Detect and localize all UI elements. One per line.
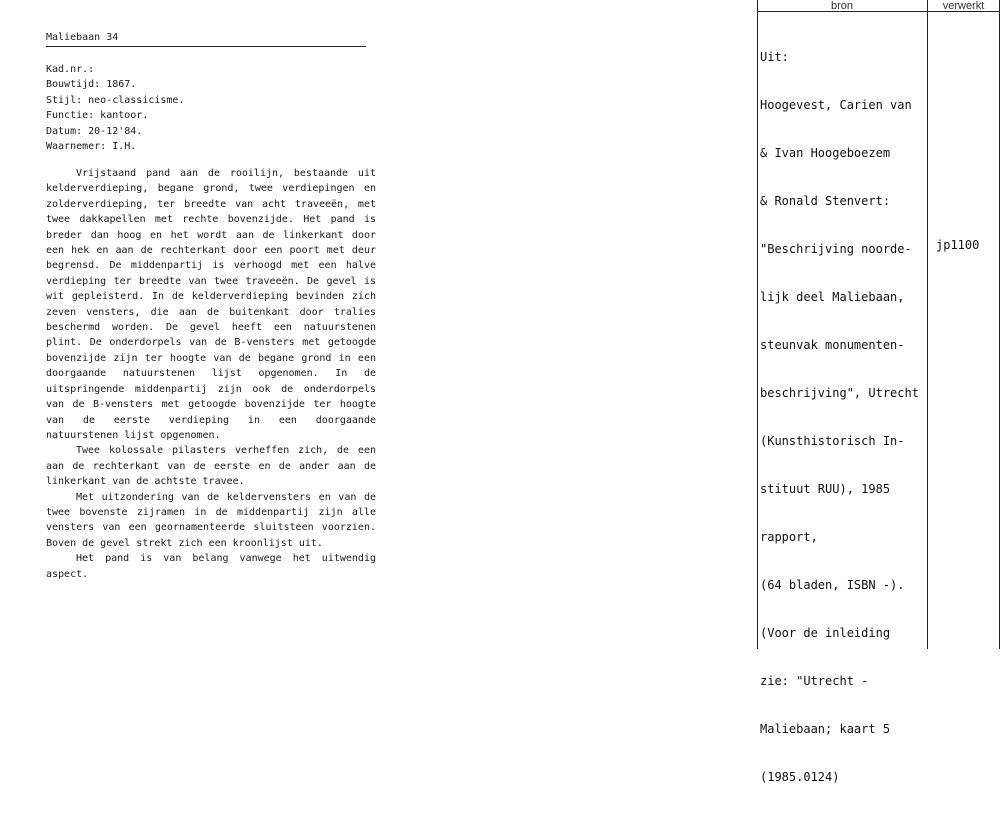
paragraph: Het pand is van belang vanwege het uitwendig aspect. — [46, 553, 376, 580]
column-header-verwerkt: verwerkt — [942, 0, 985, 12]
meta-functie: Functie: kantoor. — [46, 110, 149, 122]
meta-bouwtijd: Bouwtijd: 1867. — [46, 79, 137, 91]
column-header-bron: bron — [830, 0, 854, 12]
bron-line: steunvak monumenten- — [760, 338, 905, 352]
bron-line: Hoogevest, Carien van — [760, 98, 912, 112]
paragraph: Twee kolossale pilasters verheffen zich, de een aan de rechterkant van de eerste en de ander aan de linkerkant van de achtste travee. — [46, 445, 376, 488]
card-column-divider — [927, 0, 928, 649]
bron-line: beschrijving", Utrecht — [760, 386, 919, 400]
bron-line: rapport, — [760, 530, 818, 544]
meta-waarnemer: Waarnemer: I.H. — [46, 141, 137, 153]
bron-line: & Ronald Stenvert: — [760, 194, 891, 208]
bron-line: "Beschrijving noorde- — [760, 242, 912, 256]
paragraph: Vrijstaand pand aan de rooilijn, bestaande uit kelderverdieping, begane grond, twee verdiepingen en zolderverdieping, ter breedte van acht traveeën, met twee dakkapellen met rechte bovenzijde. Het pand is breder dan hoog en het wordt aan de linkerkant door een hek en aan de rechterkant door een poort met deur begrensd. De middenpartij is verhoogd met een halve verdieping ter breedte van twee traveeën. De gevel is wit gepleisterd. In de kelderverdieping bevinden zich zeven vensters, die aan de buitenkant door tralies beschermd worden. De gevel heeft een natuurstenen plint. De onderdorpels van de B-vensters met getoogde bovenzijde zijn ter hoogte van de begane grond in een doorgaande natuurstenen lijst opgenomen. In de uitspringende middenpartij zijn ook de onderdorpels van de B-vensters met getoogde bovenzijde ter hoogte van de eerste verdieping in een doorgaande natuurstenen lijst opgenomen. — [46, 168, 376, 441]
metadata-block — [46, 62, 184, 154]
bron-citation — [760, 17, 925, 817]
bron-line: Maliebaan; kaart 5 — [760, 722, 891, 736]
bron-line: & Ivan Hoogeboezem — [760, 146, 891, 160]
paragraph: Met uitzondering van de keldervensters en van de twee bovenste zijramen in de middenpartij zijn alle vensters van een geornamenteerde sluitsteen voorzien. Boven de gevel strekt zich een kroonlijst uit. — [46, 491, 376, 549]
card-left-border — [757, 0, 758, 649]
bron-line: (64 bladen, ISBN -). — [760, 578, 905, 592]
verwerkt-code: jp1100 — [936, 238, 980, 252]
bron-line: (1985.0124) — [760, 770, 840, 784]
bron-line: stituut RUU), 1985 — [760, 482, 891, 496]
meta-datum: Datum: 20-12'84. — [46, 125, 143, 137]
meta-kadnr: Kad.nr.: — [46, 64, 95, 75]
description-text — [46, 166, 376, 582]
bron-line: (Kunsthistorisch In- — [760, 434, 905, 448]
bron-line: zie: "Utrecht - — [760, 674, 869, 688]
bron-line: Uit: — [760, 50, 789, 64]
meta-stijl: Stijl: neo-classicisme. — [46, 94, 185, 106]
bron-line: lijk deel Maliebaan, — [760, 290, 905, 304]
document-title: Maliebaan 34 — [46, 30, 366, 47]
bron-line: (Voor de inleiding — [760, 626, 891, 640]
